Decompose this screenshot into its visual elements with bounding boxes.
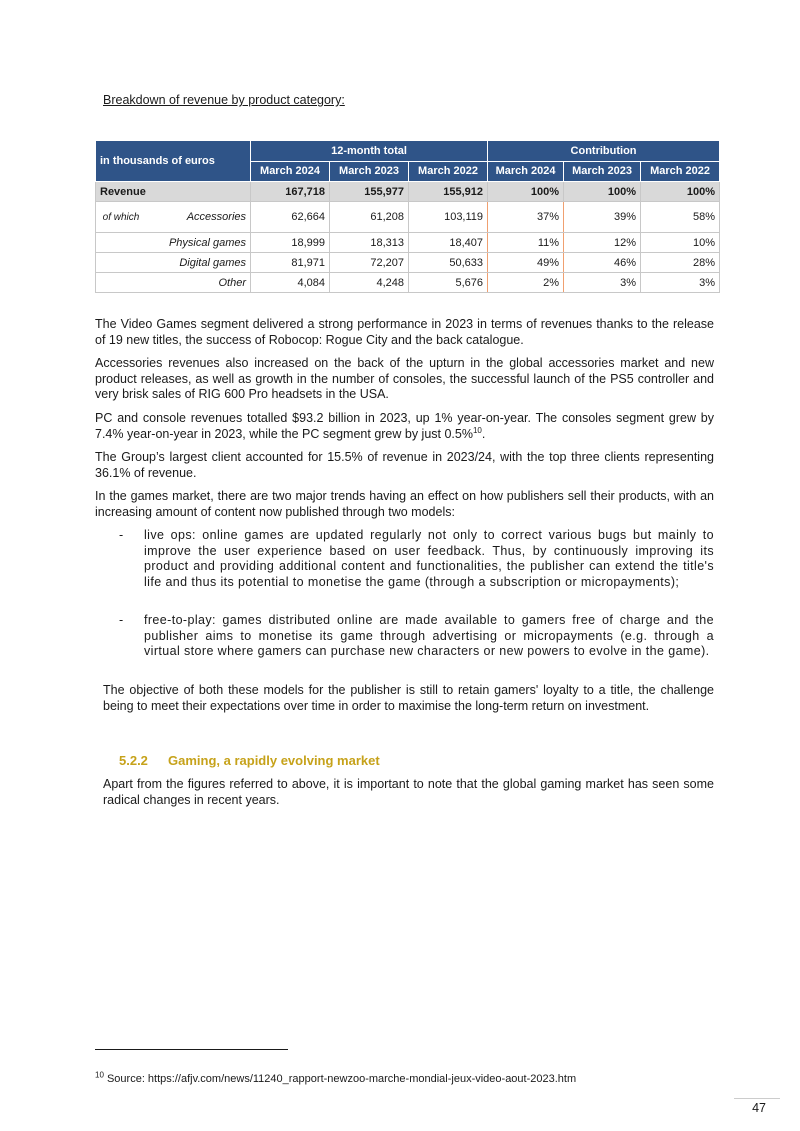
table-cell: 18,407 <box>409 233 488 253</box>
table-row <box>96 273 720 293</box>
footnote-reference: 10 <box>472 425 482 435</box>
table-period-header: March 2023 <box>330 161 409 182</box>
table-cell: 28% <box>641 253 720 273</box>
row-label: Accessories <box>186 211 246 223</box>
page-number: 47 <box>752 1101 766 1115</box>
table-cell: 46% <box>564 253 641 273</box>
table-row <box>96 253 720 273</box>
table-cell: 103,119 <box>409 202 488 233</box>
table-header-row-groups <box>96 141 720 162</box>
table-cell: 37% <box>488 202 564 233</box>
paragraph-pc-console <box>95 411 714 442</box>
bullet-item-live-ops <box>119 528 714 590</box>
table-cell: 2% <box>488 273 564 293</box>
footnote-number: 10 <box>95 1070 104 1080</box>
table-period-header: March 2024 <box>488 161 564 182</box>
footnote <box>95 1070 577 1085</box>
table-cell: 11% <box>488 233 564 253</box>
table-cell: 39% <box>564 202 641 233</box>
table-cell: 4,084 <box>251 273 330 293</box>
paragraph-video-games: The Video Games segment delivered a strong performance in 2023 in terms of revenues thanks to the release of 19 new titles, the success of Robocop: Rogue City and the back catalogue. <box>95 317 714 347</box>
table-cell: 50,633 <box>409 253 488 273</box>
section-title: Gaming, a rapidly evolving market <box>168 753 380 768</box>
bullet-dash: - <box>119 613 124 627</box>
table-group-header-total: 12-month total <box>251 141 488 162</box>
table-group-header-contribution: Contribution <box>488 141 720 162</box>
footnote-divider <box>95 1049 288 1050</box>
table-cell: 100% <box>488 182 564 202</box>
page-number-divider <box>734 1098 780 1099</box>
table-row-revenue <box>96 182 720 202</box>
section-heading <box>119 753 380 768</box>
bullet-text: live ops: online games are updated regularly not only to correct various bugs but mainly to improve the user experience based on user feedback. Thus, by continuously improving its product and providing additional content and functionalities, the publisher can extend the title's life and thus its potential to monetise the game (through a subscription or micropayments); <box>144 528 714 589</box>
table-period-header: March 2022 <box>641 161 720 182</box>
row-label: Physical games <box>96 233 251 253</box>
table-cell: 62,664 <box>251 202 330 233</box>
table-cell: 58% <box>641 202 720 233</box>
row-label: Revenue <box>96 182 251 202</box>
bullet-dash: - <box>119 528 124 542</box>
table-period-header: March 2022 <box>409 161 488 182</box>
revenue-table <box>95 140 720 293</box>
table-row <box>96 202 720 233</box>
table-period-header: March 2023 <box>564 161 641 182</box>
table-cell: 155,977 <box>330 182 409 202</box>
paragraph-text: PC and console revenues totalled $93.2 billion in 2023, up 1% year-on-year. The consoles segment grew by 7.4% year-on-year in 2023, while the PC segment grew by just 0.5% <box>95 411 714 441</box>
table-cell: 61,208 <box>330 202 409 233</box>
of-which-label: of which <box>102 211 140 223</box>
table-cell: 167,718 <box>251 182 330 202</box>
row-label-cell <box>96 202 251 233</box>
footnote-text: Source: https://afjv.com/news/11240_rapport-newzoo-marche-mondial-jeux-video-aout-2023.htm <box>106 1073 577 1085</box>
table-caption: Breakdown of revenue by product category: <box>103 93 345 107</box>
paragraph-text-end: . <box>481 426 486 441</box>
table-cell: 81,971 <box>251 253 330 273</box>
paragraph-objective: The objective of both these models for the publisher is still to retain gamers' loyalty to a title, the challenge being to meet their expectations over time in order to maximise the long-term return on investment. <box>103 683 714 713</box>
paragraph-radical-changes: Apart from the figures referred to above, it is important to note that the global gaming market has seen some radical changes in recent years. <box>103 777 714 807</box>
table-cell: 18,999 <box>251 233 330 253</box>
section-number: 5.2.2 <box>119 753 148 768</box>
table-period-header: March 2024 <box>251 161 330 182</box>
table-cell: 72,207 <box>330 253 409 273</box>
paragraph-trends: In the games market, there are two major trends having an effect on how publishers sell their products, with an increasing amount of content now published through two models: <box>95 489 714 519</box>
table-cell: 3% <box>641 273 720 293</box>
table-cell: 18,313 <box>330 233 409 253</box>
bullet-item-free-to-play <box>119 613 714 660</box>
row-label: Digital games <box>96 253 251 273</box>
row-label: Other <box>96 273 251 293</box>
table-cell: 12% <box>564 233 641 253</box>
table-cell: 155,912 <box>409 182 488 202</box>
table-cell: 100% <box>641 182 720 202</box>
paragraph-largest-client: The Group’s largest client accounted for 15.5% of revenue in 2023/24, with the top three clients representing 36.1% of revenue. <box>95 450 714 480</box>
table-cell: 3% <box>564 273 641 293</box>
table-cell: 10% <box>641 233 720 253</box>
table-cell: 4,248 <box>330 273 409 293</box>
table-cell: 100% <box>564 182 641 202</box>
table-cell: 49% <box>488 253 564 273</box>
paragraph-accessories: Accessories revenues also increased on the back of the upturn in the global accessories market and new product releases, as well as growth in the number of consoles, the successful launch of the PS5 controller and very brisk sales of RIG 600 Pro headsets in the USA. <box>95 356 714 401</box>
table-cell: 5,676 <box>409 273 488 293</box>
bullet-text: free-to-play: games distributed online are made available to gamers free of charge and the publisher aims to monetise its game through advertising or micropayments (e.g. through a virtual store where gamers can purchase new characters or new powers to evolve in the game). <box>144 613 714 658</box>
table-corner-header: in thousands of euros <box>96 141 251 182</box>
table-row <box>96 233 720 253</box>
